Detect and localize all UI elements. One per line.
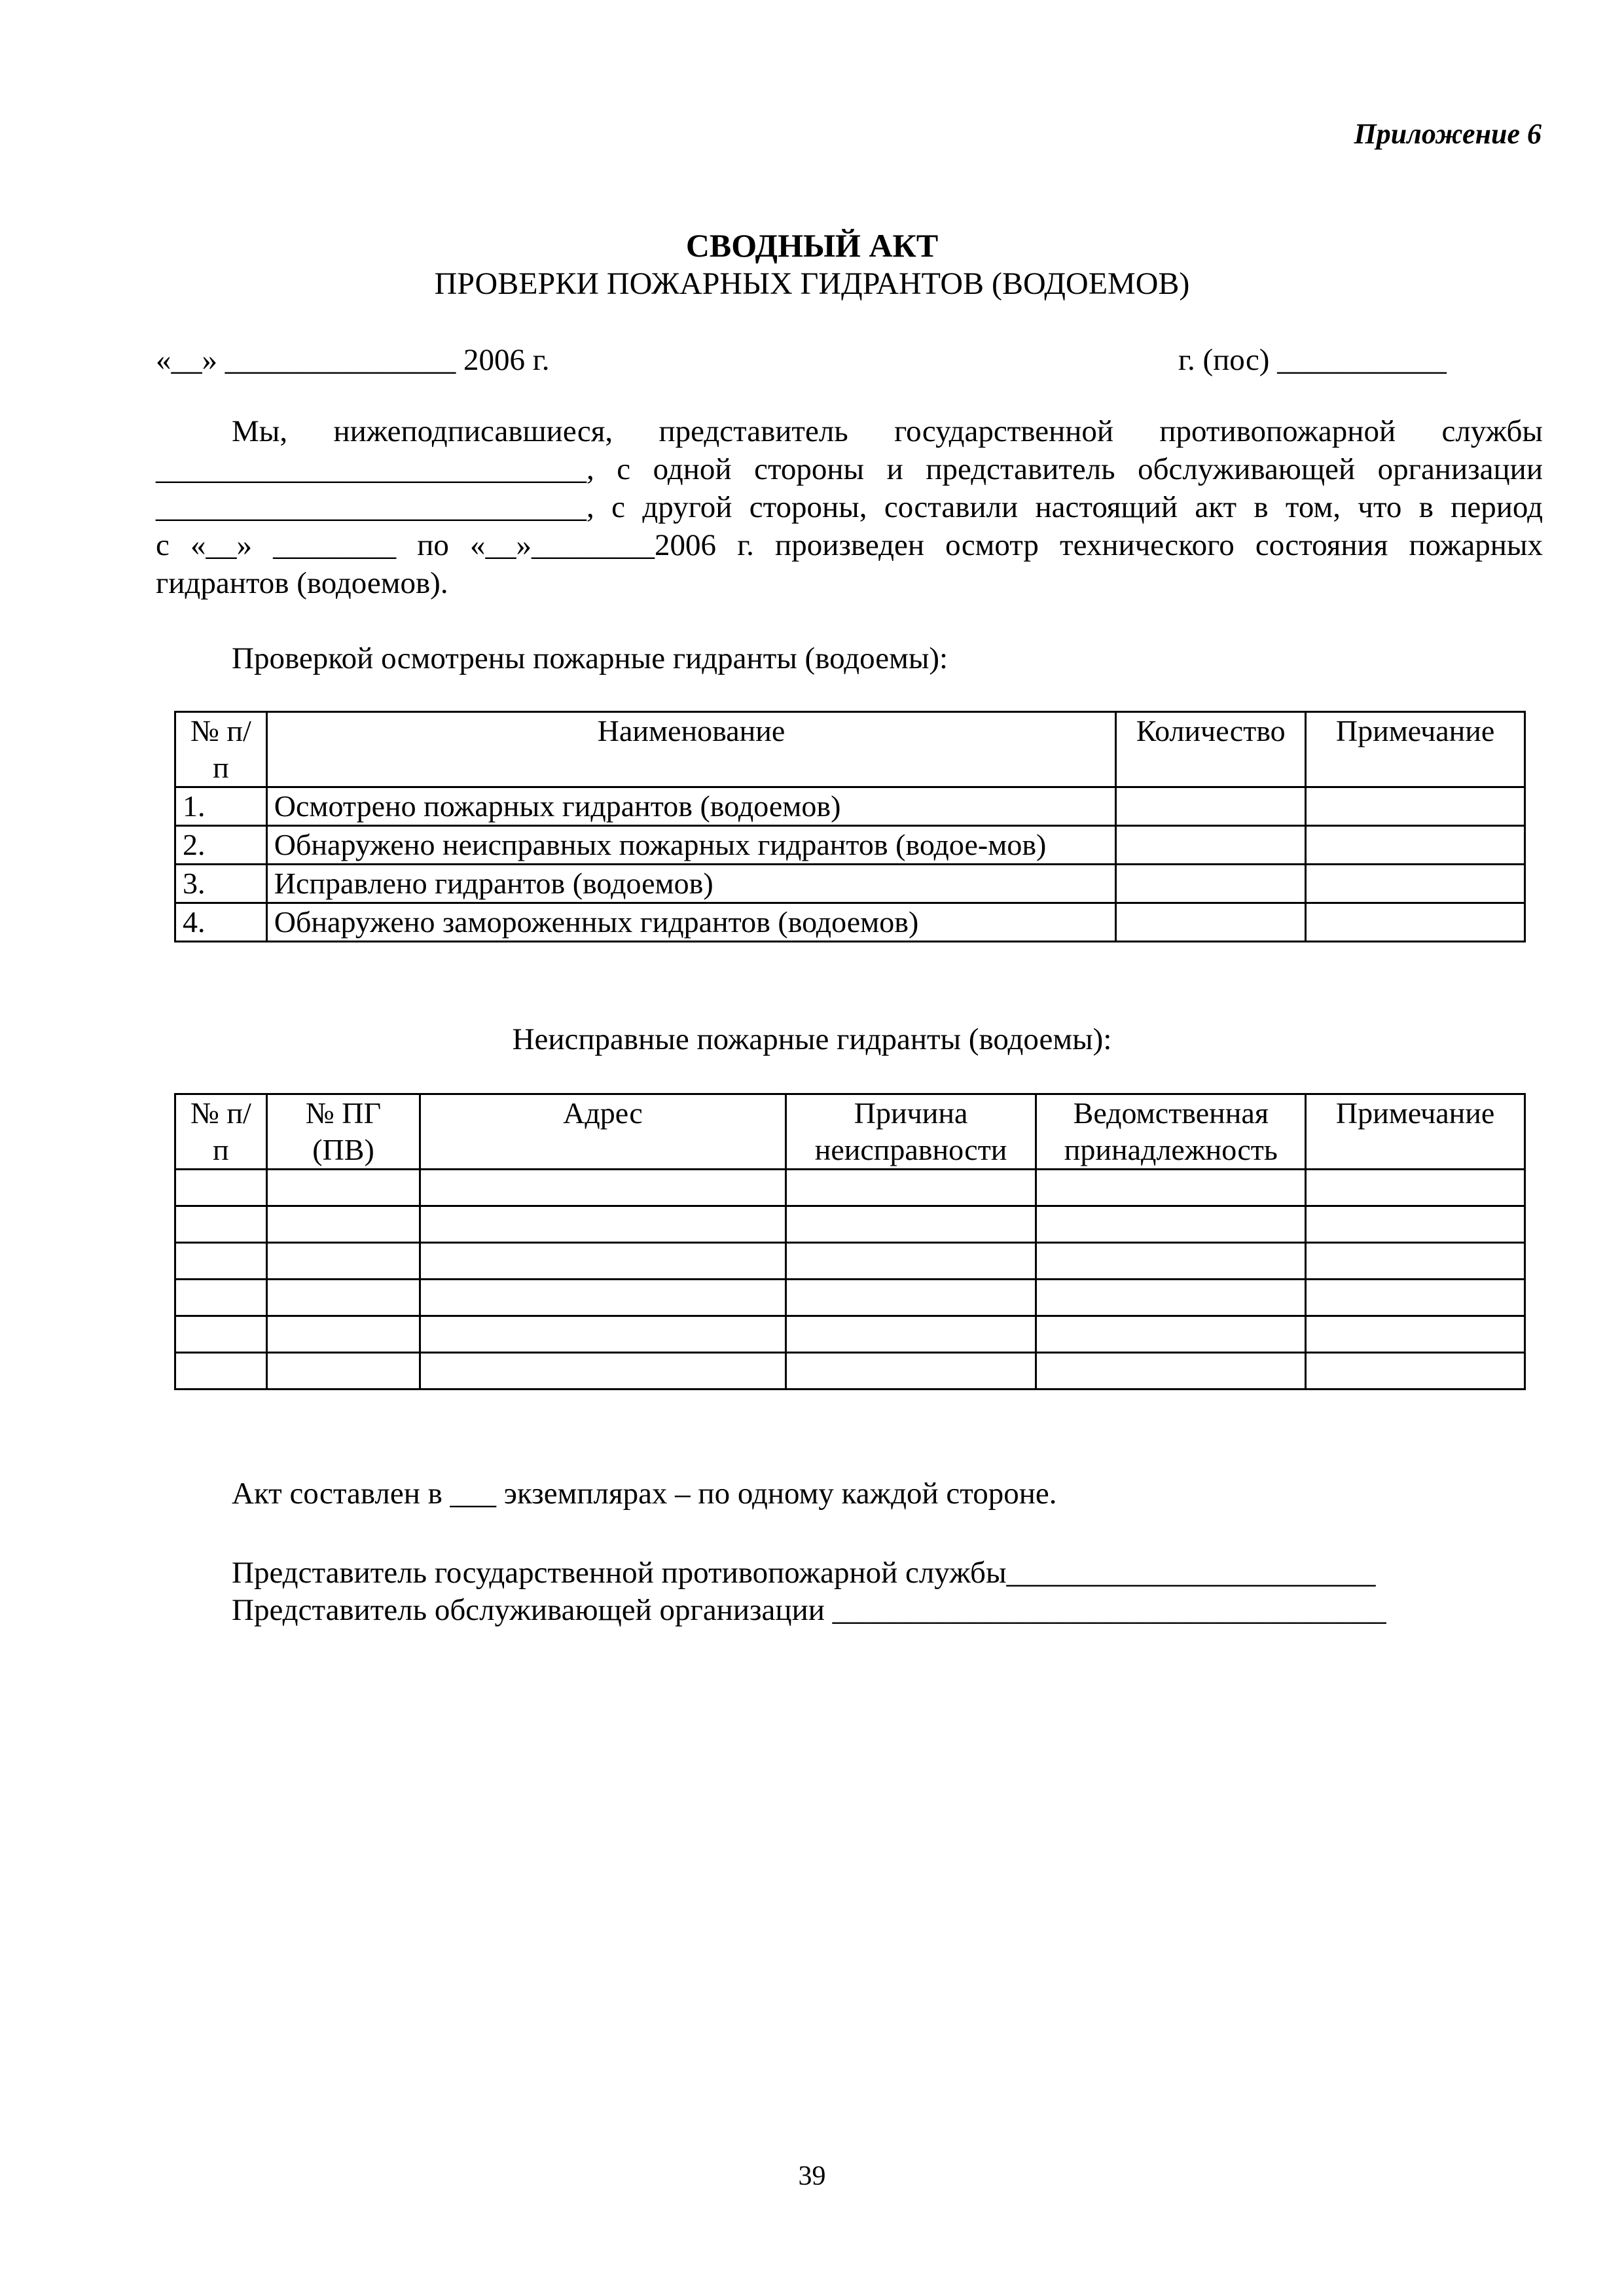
empty-cell [1036,1206,1306,1243]
column-header: Адрес [420,1094,785,1170]
table-row [175,1170,1525,1206]
empty-cell [266,1353,420,1390]
row-name: Обнаружено неисправных пожарных гидрантов (водое-мов) [266,826,1115,865]
quantity-cell [1116,903,1306,942]
row-name: Обнаружено замороженных гидрантов (водоемов) [266,903,1115,942]
quantity-cell [1116,826,1306,865]
note-cell [1306,903,1525,942]
table-row [175,1206,1525,1243]
intro-line: Мы, нижеподписавшиеся, представитель государственной противопожарной службы [232,414,1543,448]
intro-line: ____________________________, с другой стороны, составили настоящий акт в том, что в период [156,490,1543,524]
empty-cell [785,1280,1036,1316]
copies-statement: Акт составлен в ___ экземплярах – по одному каждой стороне. [232,1477,1057,1511]
empty-cell [1036,1243,1306,1280]
empty-cell [420,1206,785,1243]
empty-cell [1306,1280,1525,1316]
column-header: Причина неисправности [785,1094,1036,1170]
column-header: Наименование [266,712,1115,787]
empty-cell [420,1170,785,1206]
appendix-label: Приложение 6 [1354,118,1542,150]
table-header-row [175,1094,1525,1170]
intro-line: ____________________________, с одной стороны и представитель обслуживающей организации [156,452,1543,486]
column-header: Примечание [1306,712,1525,787]
empty-cell [175,1280,267,1316]
empty-cell [420,1316,785,1353]
empty-cell [266,1243,420,1280]
quantity-cell [1116,865,1306,903]
table-row [175,865,1525,903]
empty-cell [1036,1280,1306,1316]
faulty-hydrants-table [174,1093,1526,1390]
empty-cell [266,1170,420,1206]
empty-cell [420,1353,785,1390]
empty-cell [266,1280,420,1316]
city-line: г. (пос) ___________ [1178,343,1447,377]
column-header: № ПГ (ПВ) [266,1094,420,1170]
empty-cell [1306,1353,1525,1390]
column-header: Количество [1116,712,1306,787]
date-line: «__» _______________ 2006 г. [156,343,550,377]
empty-cell [175,1206,267,1243]
empty-cell [1306,1170,1525,1206]
empty-cell [1036,1170,1306,1206]
table-row [175,1243,1525,1280]
empty-cell [420,1280,785,1316]
empty-cell [1036,1353,1306,1390]
table-row [175,1353,1525,1390]
empty-cell [785,1353,1036,1390]
checked-hydrants-label: Проверкой осмотрены пожарные гидранты (водоемы): [232,641,948,675]
row-number: 4. [175,903,267,942]
document-title: СВОДНЫЙ АКТ [685,227,939,264]
document-subtitle: ПРОВЕРКИ ПОЖАРНЫХ ГИДРАНТОВ (ВОДОЕМОВ) [434,266,1190,301]
empty-cell [785,1316,1036,1353]
empty-cell [1306,1206,1525,1243]
empty-cell [175,1353,267,1390]
table-row [175,1280,1525,1316]
empty-cell [1306,1243,1525,1280]
page-number: 39 [798,2161,826,2191]
checked-hydrants-table [174,711,1526,942]
empty-cell [175,1316,267,1353]
table-header-row [175,712,1525,787]
row-number: 2. [175,826,267,865]
empty-cell [175,1170,267,1206]
row-name: Осмотрено пожарных гидрантов (водоемов) [266,787,1115,826]
table-row [175,826,1525,865]
empty-cell [266,1206,420,1243]
empty-cell [175,1243,267,1280]
note-cell [1306,865,1525,903]
signature-line-fire-service: Представитель государственной противопожарной службы________________________ [232,1556,1376,1590]
faulty-hydrants-label: Неисправные пожарные гидранты (водоемы): [512,1022,1112,1056]
table-row [175,903,1525,942]
note-cell [1306,787,1525,826]
signature-line-service-org: Представитель обслуживающей организации ____________________________________ [232,1593,1386,1627]
table-row [175,787,1525,826]
empty-cell [266,1316,420,1353]
column-header: Ведомственная принадлежность [1036,1094,1306,1170]
empty-cell [785,1243,1036,1280]
quantity-cell [1116,787,1306,826]
intro-line: с «__» ________ по «__»________2006 г. произведен осмотр технического состояния пожарных [156,528,1543,562]
table-row [175,1316,1525,1353]
empty-cell [1036,1316,1306,1353]
intro-paragraph [156,412,1543,602]
column-header: Примечание [1306,1094,1525,1170]
empty-cell [785,1206,1036,1243]
empty-cell [785,1170,1036,1206]
column-header: № п/п [175,712,267,787]
row-name: Исправлено гидрантов (водоемов) [266,865,1115,903]
note-cell [1306,826,1525,865]
empty-cell [1306,1316,1525,1353]
column-header: № п/п [175,1094,267,1170]
row-number: 3. [175,865,267,903]
empty-cell [420,1243,785,1280]
intro-line: гидрантов (водоемов). [156,566,448,600]
row-number: 1. [175,787,267,826]
